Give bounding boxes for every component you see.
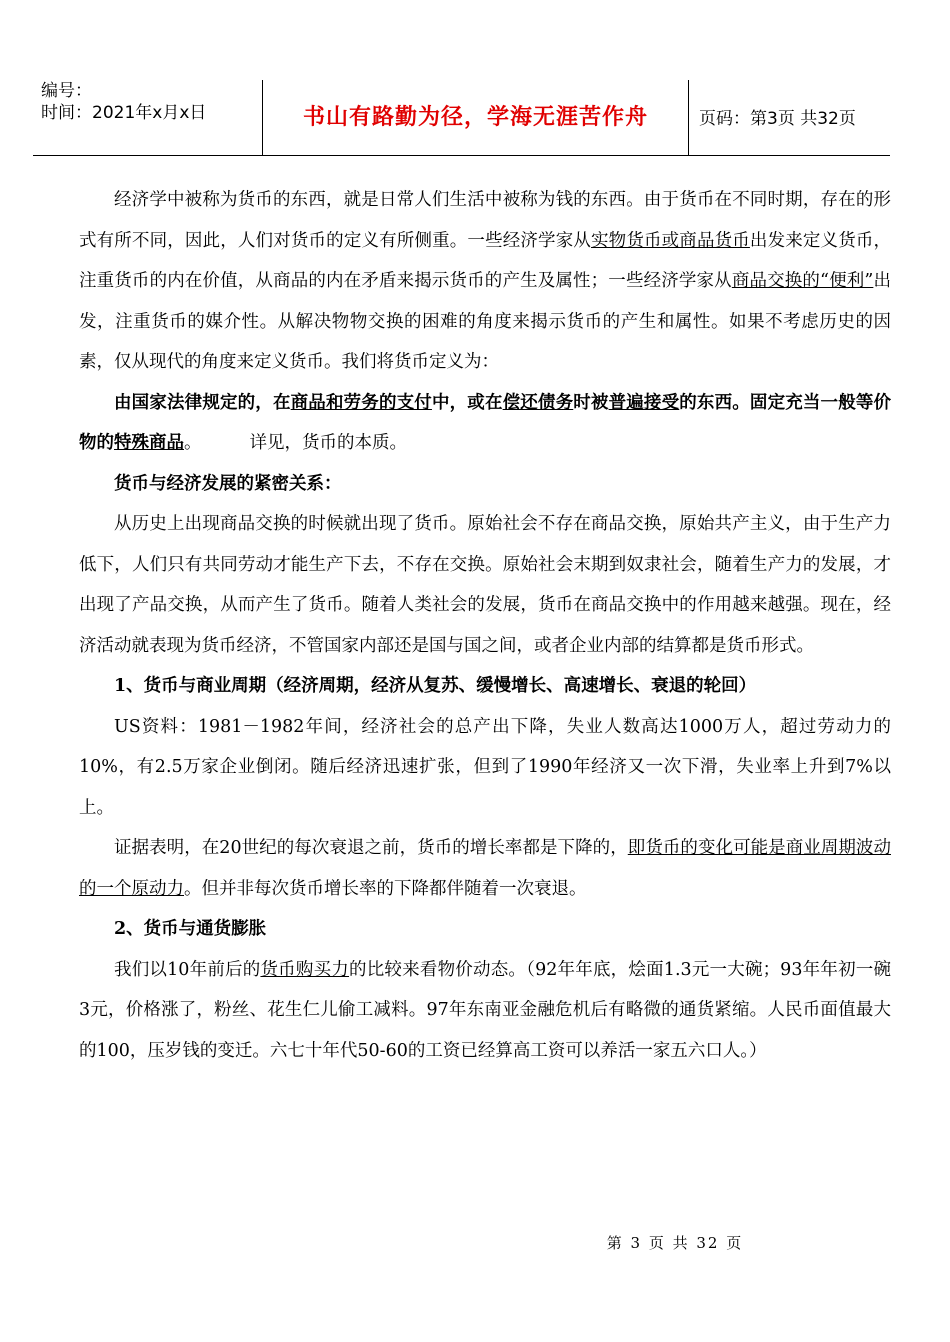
document-time-label: 时间：2021年x月x日: [41, 103, 207, 123]
paragraph-evidence: 证据表明，在20世纪的每次衰退之前，货币的增长率都是下降的，即货币的变化可能是商业周期波动的一个原动力。但并非每次货币增长率的下降都伴随着一次衰退。: [79, 838, 891, 899]
underlined-term: 普遍接受: [608, 392, 680, 413]
header-motto: 书山有路勤为径，学海无涯苦作舟: [302, 105, 648, 130]
section-heading: 2、货币与通货膨胀: [114, 919, 267, 939]
underlined-term: 商品交换的“便利”: [731, 271, 874, 291]
page-header: [33, 80, 890, 156]
section-heading: 货币与经济发展的紧密关系：: [114, 473, 342, 494]
underlined-term: 偿还债务: [502, 392, 574, 413]
paragraph-us-data: US资料：1981－1982年间，经济社会的总产出下降，失业人数高达1000万人，超过劳动力的10%，有2.5万家企业倒闭。随后经济迅速扩张，但到了1990年经济又一次下滑，失业率上升到7%以上。: [79, 716, 891, 818]
section-heading: 1、货币与商业周期（经济周期，经济从复苏、缓慢增长、高速增长、衰退的轮回）: [114, 676, 757, 696]
paragraph-money-definition: 经济学中被称为货币的东西，就是日常人们生活中被称为钱的东西。由于货币在不同时期，存在的形式有所不同，因此，人们对货币的定义有所侧重。一些经济学家从实物货币或商品货币出发来定义货币，注重货币的内在价值，从商品的内在矛盾来揭示货币的产生及属性；一些经济学家从商品交换的“便利”出发，注重货币的媒介性。从解决物物交换的困难的角度来揭示货币的产生和属性。如果不考虑历史的因素，仅从现代的角度来定义货币。我们将货币定义为：: [79, 190, 892, 372]
header-meta: [41, 80, 263, 155]
paragraph-history: 从历史上出现商品交换的时候就出现了货币。原始社会不存在商品交换，原始共产主义，由于生产力低下，人们只有共同劳动才能生产下去，不存在交换。原始社会末期到奴隶社会，随着生产力的发展，才出现了产品交换，从而产生了货币。随着人类社会的发展，货币在商品交换中的作用越来越强。现在，经济活动就表现为货币经济，不管国家内部还是国与国之间，或者企业内部的结算都是货币形式。: [79, 514, 891, 656]
underlined-term: 特殊商品: [114, 433, 184, 453]
underlined-term: 实物货币或商品货币: [591, 230, 750, 251]
underlined-term: 即货币的变化可能是商业周期波动的一个原动力: [79, 838, 891, 899]
see-also-note: 详见，货币的本质。: [249, 433, 407, 453]
paragraph-definition-bold: 由国家法律规定的，在商品和劳务的支付中，或在偿还债务时被普遍接受的东西。固定充当一般等价物的特殊商品。 详见，货币的本质。: [79, 392, 892, 453]
page-footer: [0, 1232, 950, 1253]
header-page-number: 页码：第3页 共32页: [699, 109, 856, 129]
underlined-term: 货币购买力: [260, 959, 350, 980]
header-divider: [688, 80, 689, 155]
paragraph-inflation: 我们以10年前后的货币购买力的比较来看物价动态。（92年年底，烩面1.3元一大碗；93年年初一碗3元，价格涨了，粉丝、花生仁儿偷工减料。97年东南亚金融危机后有略微的通货紧缩。人民币面值最大的100，压岁钱的变迁。六七十年代50-60的工资已经算高工资可以养活一家五六口人。）: [79, 959, 891, 1061]
document-body: [79, 180, 891, 1071]
document-number-label: 编号：: [41, 81, 92, 101]
footer-page-number: 第 3 页 共 32 页: [606, 1234, 744, 1252]
underlined-term: 商品和劳务的支付: [290, 392, 432, 413]
